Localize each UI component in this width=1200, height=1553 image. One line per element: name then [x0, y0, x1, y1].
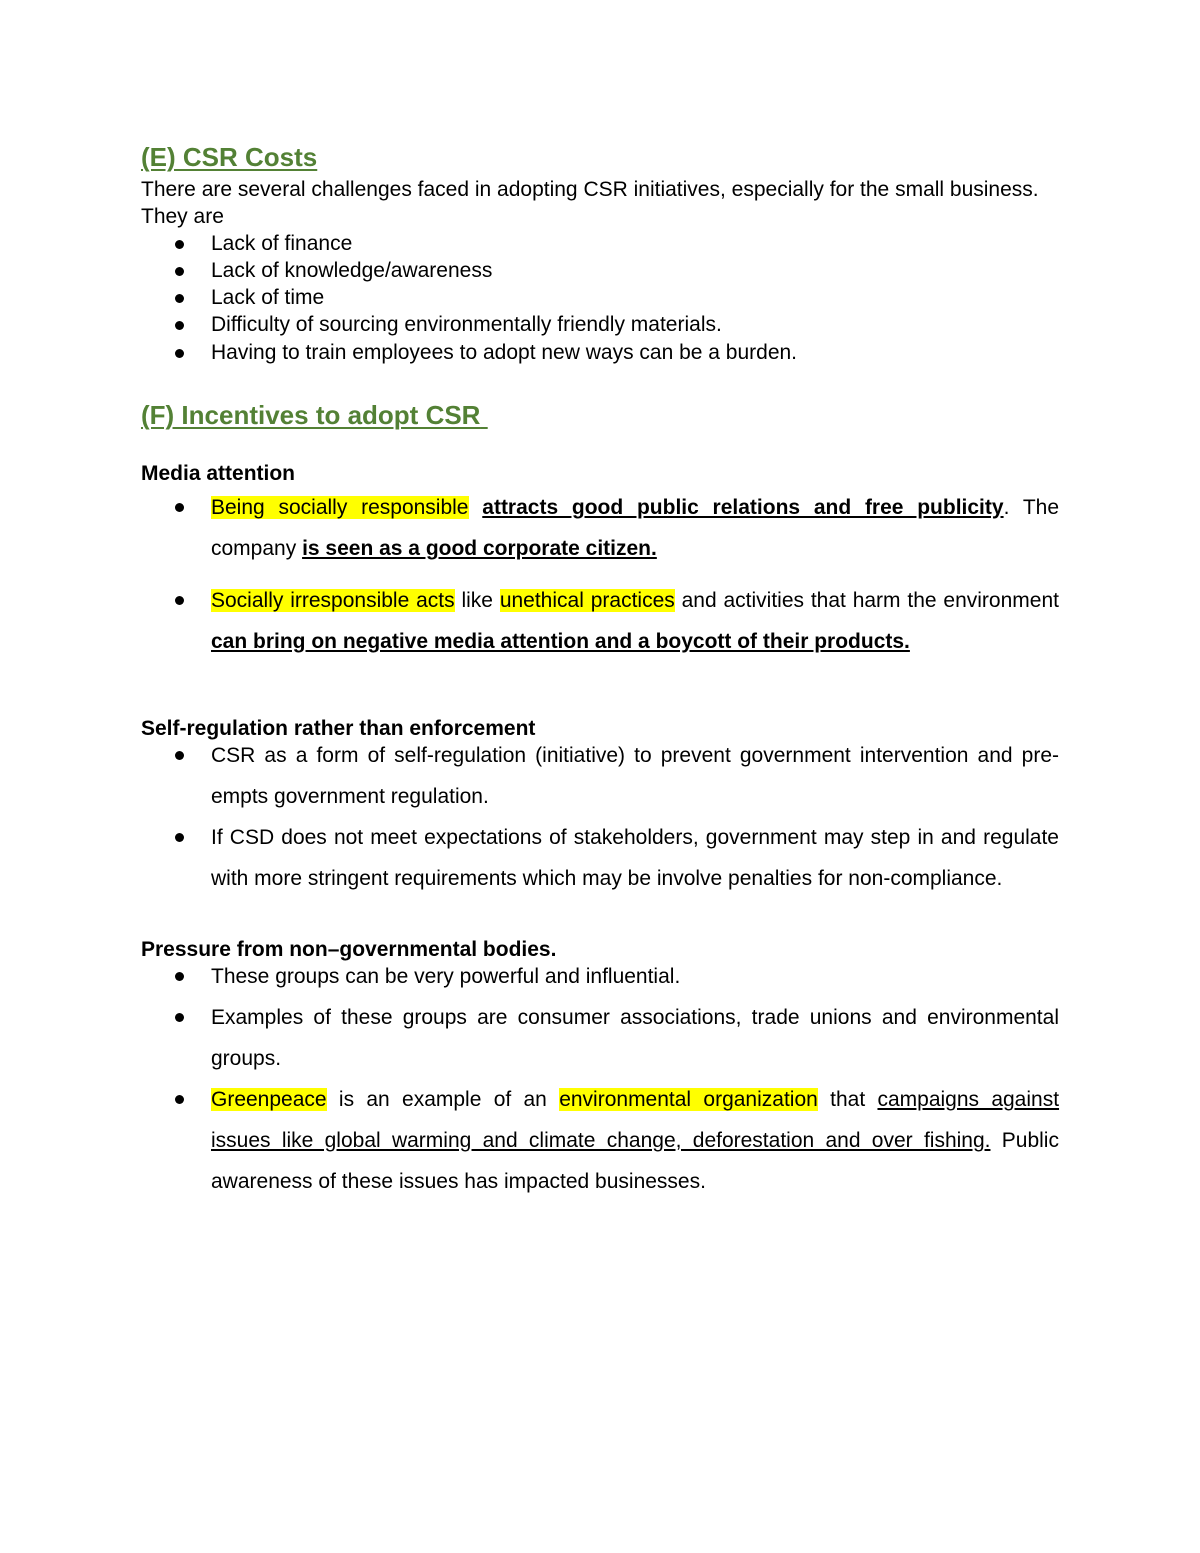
- bullet-icon: [175, 321, 184, 330]
- list-item: Examples of these groups are consumer associations, trade unions and environmental groups.: [141, 997, 1059, 1079]
- section-f-heading: (F) Incentives to adopt CSR: [141, 400, 481, 430]
- media-attention-title: Media attention: [141, 462, 296, 485]
- section-e-intro: There are several challenges faced in adopting CSR initiatives, especially for the small business.: [141, 178, 1039, 201]
- section-e-they-are: They are: [141, 205, 224, 228]
- bullet-icon: [175, 751, 184, 760]
- media-attention-list: [141, 487, 1059, 662]
- self-regulation-list: [141, 735, 1059, 899]
- list-item: Lack of time: [141, 284, 1059, 311]
- bullet-icon: [175, 833, 184, 842]
- bullet-icon: [175, 1095, 184, 1104]
- section-e-heading: (E) CSR Costs: [141, 142, 318, 172]
- list-item: Having to train employees to adopt new ways can be a burden.: [141, 339, 1059, 366]
- bullet-icon: [175, 972, 184, 981]
- document-page: [141, 138, 1059, 1202]
- bullet-icon: [175, 294, 184, 303]
- list-item: These groups can be very powerful and influential.: [141, 956, 1059, 997]
- bullet-icon: [175, 349, 184, 358]
- list-item: If CSD does not meet expectations of stakeholders, government may step in and regulate with more stringent requirements which may be involve penalties for non-compliance.: [141, 817, 1059, 899]
- list-item: Lack of finance: [141, 230, 1059, 257]
- list-item: Difficulty of sourcing environmentally friendly materials.: [141, 311, 1059, 338]
- pressure-title: Pressure from non–governmental bodies.: [141, 938, 557, 961]
- bullet-icon: [175, 503, 184, 512]
- list-item: Lack of knowledge/awareness: [141, 257, 1059, 284]
- bullet-icon: [175, 240, 184, 249]
- bullet-icon: [175, 267, 184, 276]
- bullet-icon: [175, 596, 184, 605]
- list-item: Being socially responsible attracts good public relations and free publicity. The company is seen as a good corporate citizen.: [141, 487, 1059, 569]
- section-e-list: [141, 230, 1059, 366]
- self-regulation-title: Self-regulation rather than enforcement: [141, 717, 536, 740]
- list-item: Socially irresponsible acts like unethical practices and activities that harm the environment can bring on negative media attention and a boycott of their products.: [141, 580, 1059, 662]
- list-item: CSR as a form of self-regulation (initiative) to prevent government intervention and pre-empts government regulation.: [141, 735, 1059, 817]
- pressure-list: [141, 956, 1059, 1202]
- list-item: Greenpeace is an example of an environmental organization that campaigns against issues like global warming and climate change, deforestation and over fishing. Public awareness of these issues has impacted businesses.: [141, 1079, 1059, 1202]
- bullet-icon: [175, 1013, 184, 1022]
